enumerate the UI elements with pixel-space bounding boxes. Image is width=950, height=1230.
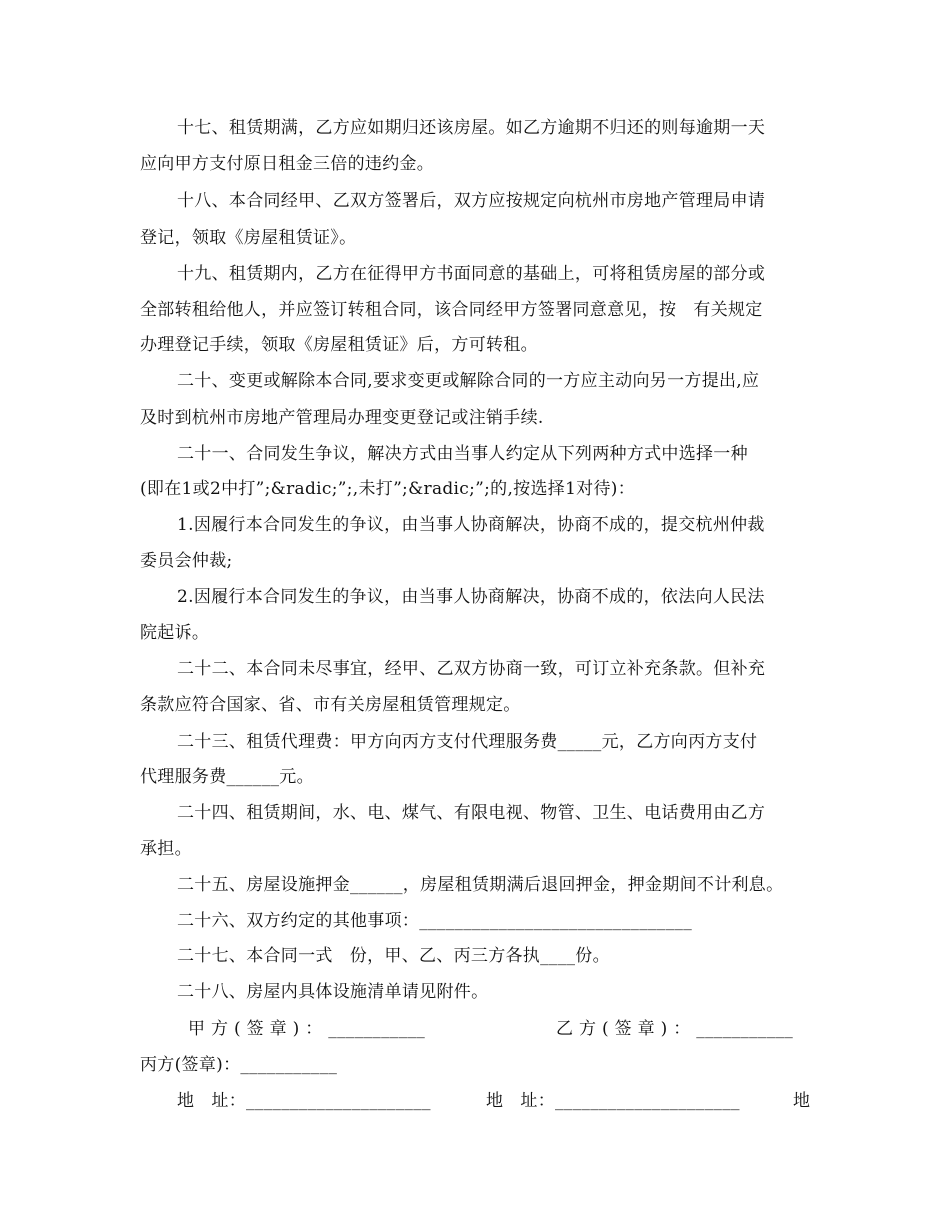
clause-17-line-2: 应向甲方支付原日租金三倍的违约金。 [140,154,435,174]
clause-27-line: 二十七、本合同一式 份，甲、乙、丙三方各执____份。 [177,946,610,966]
clause-26-line: 二十六、双方约定的其他事项：_______________________________ [177,911,692,931]
clause-20-line-1: 二十、变更或解除本合同,要求变更或解除合同的一方应主动向另一方提出,应 [177,371,760,391]
clause-18-line-1: 十八、本合同经甲、乙双方签署后，双方应按规定向杭州市房地产管理局申请 [177,191,766,211]
clause-24-line-2: 承担。 [140,839,192,859]
clause-25-line: 二十五、房屋设施押金______，房屋租赁期满后退回押金，押金期间不计利息。 [177,875,784,895]
clause-19-line-1: 十九、租赁期内，乙方在征得甲方书面同意的基础上，可将租赁房屋的部分或 [177,264,766,284]
clause-21-option-2-line-1: 2.因履行本合同发生的争议，由当事人协商解决，协商不成的，依法向人民法 [177,587,765,607]
clause-21-option-1-line-2: 委员会仲裁; [140,551,233,571]
clause-17-line-1: 十七、租赁期满，乙方应如期归还该房屋。如乙方逾期不归还的则每逾期一天 [177,118,766,138]
clause-20-line-2: 及时到杭州市房地产管理局办理变更登记或注销手续. [140,408,544,428]
clause-24-line-1: 二十四、租赁期间，水、电、煤气、有限电视、物管、卫生、电话费用由乙方 [177,803,766,823]
clause-19-line-2: 全部转租给他人，并应签订转租合同，该合同经甲方签署同意意见，按 有关规定 [140,300,763,320]
address-field-1: 地 址：_____________________ [177,1091,431,1111]
clause-18-line-2: 登记，领取《房屋租赁证》。 [140,228,357,248]
clause-21-line-2: (即在1或2中打”;&radic;”;,未打”;&radic;”;的,按选择1对待)： [140,479,636,499]
clause-23-line-1: 二十三、租赁代理费：甲方向丙方支付代理服务费_____元，乙方向丙方支付 [177,732,758,752]
clause-22-line-2: 条款应符合国家、省、市有关房屋租赁管理规定。 [140,695,521,715]
address-field-3: 地 [793,1091,811,1111]
clause-28-line: 二十八、房屋内具体设施清单请见附件。 [177,982,489,1002]
clause-21-option-2-line-2: 院起诉。 [140,623,210,643]
party-b-signature: 乙 方 ( 签 章 ) ： ___________ [556,1019,794,1039]
clause-21-line-1: 二十一、合同发生争议，解决方式由当事人约定从下列两种方式中选择一种 [177,444,748,464]
address-field-2: 地 址：_____________________ [486,1091,740,1111]
party-a-signature: 甲 方 ( 签 章 ) ： ___________ [188,1019,426,1039]
clause-19-line-3: 办理登记手续，领取《房屋租赁证》后，方可转租。 [140,335,538,355]
clause-22-line-1: 二十二、本合同未尽事宜，经甲、乙双方协商一致，可订立补充条款。但补充 [177,659,766,679]
party-c-signature: 丙方(签章)：___________ [140,1055,338,1075]
clause-23-line-2: 代理服务费______元。 [140,767,314,787]
clause-21-option-1-line-1: 1.因履行本合同发生的争议，由当事人协商解决，协商不成的，提交杭州仲裁 [177,515,765,535]
